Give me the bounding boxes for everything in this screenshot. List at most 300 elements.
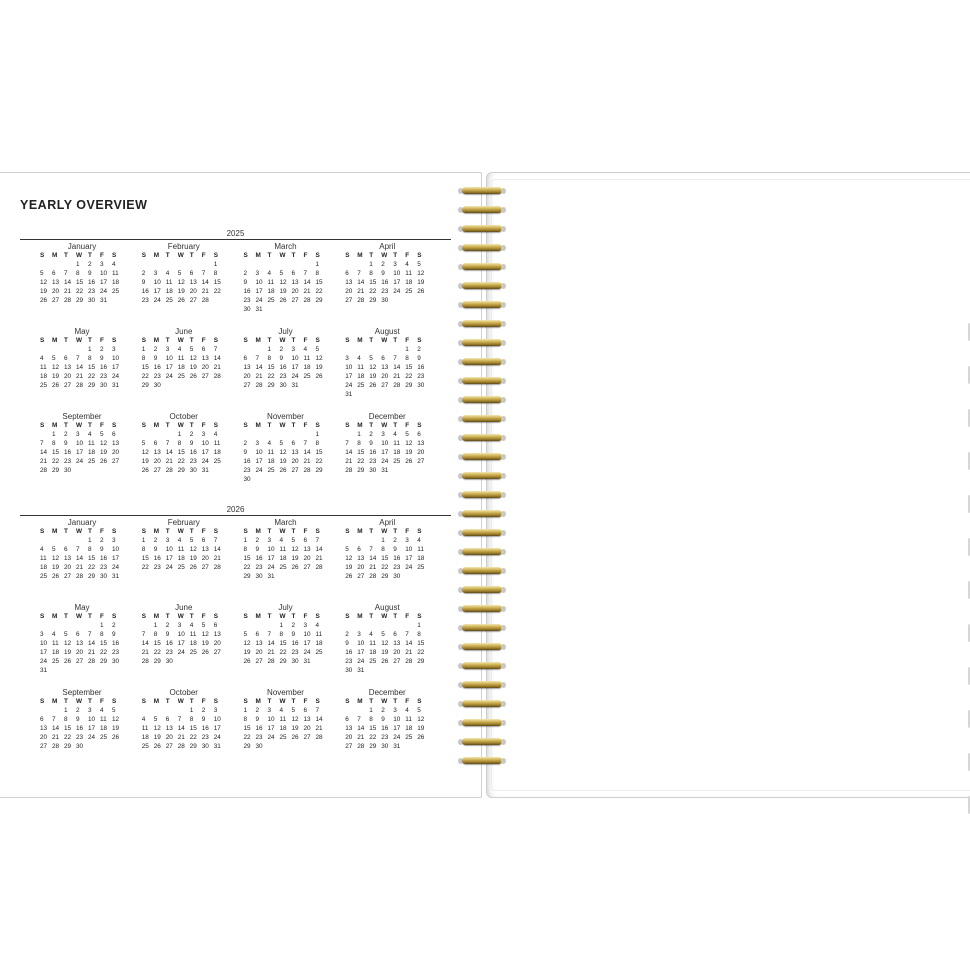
day-number: 6	[303, 537, 308, 544]
spiral-coil	[458, 355, 506, 369]
year-divider	[20, 239, 451, 240]
day-number: 11	[267, 449, 275, 456]
day-grid	[142, 697, 224, 751]
yearly-overview-page	[0, 172, 482, 798]
day-number: 18	[165, 288, 173, 295]
empty-day-cell	[345, 706, 357, 715]
day-number: 31	[357, 667, 365, 674]
day-number: 20	[255, 649, 263, 656]
day-number: 27	[189, 297, 197, 304]
day-number: 16	[279, 364, 287, 371]
empty-day-cell	[292, 260, 304, 269]
empty-day-cell	[40, 260, 52, 269]
empty-day-cell	[381, 621, 393, 630]
day-number: 29	[177, 467, 185, 474]
spiral-coil	[458, 659, 506, 673]
day-number: 15	[153, 640, 161, 647]
day-number: 2	[76, 707, 80, 714]
day-number: 23	[393, 564, 401, 571]
day-number: 7	[201, 270, 206, 277]
weekday-header: T	[189, 422, 194, 429]
day-number: 13	[345, 279, 353, 286]
coil-wire	[462, 244, 502, 251]
day-number: 10	[345, 364, 353, 371]
day-number: 17	[393, 725, 401, 732]
weekday-header: T	[189, 613, 194, 620]
spiral-coil	[458, 564, 506, 578]
day-number: 14	[303, 279, 311, 286]
day-number: 30	[100, 382, 108, 389]
year-label: 2025	[226, 229, 245, 238]
weekday-header: S	[315, 252, 320, 259]
day-number: 14	[315, 546, 323, 553]
day-number: 3	[165, 346, 170, 353]
day-number: 11	[177, 546, 185, 553]
empty-day-cell	[190, 260, 202, 269]
day-number: 25	[165, 297, 173, 304]
month-name: December	[368, 688, 406, 697]
day-number: 12	[381, 640, 389, 647]
day-grid	[244, 612, 326, 666]
empty-day-cell	[357, 260, 369, 269]
day-number: 3	[255, 440, 260, 447]
day-number: 21	[267, 649, 275, 656]
weekday-header: F	[201, 528, 206, 535]
day-number: 29	[357, 467, 365, 474]
day-number: 4	[177, 537, 182, 544]
empty-day-cell	[40, 706, 52, 715]
day-grid	[244, 527, 326, 581]
day-number: 17	[405, 555, 413, 562]
day-number: 17	[255, 288, 263, 295]
day-number: 27	[112, 458, 120, 465]
day-number: 21	[405, 649, 413, 656]
weekday-header: W	[381, 337, 388, 344]
weekday-header: S	[112, 528, 117, 535]
day-number: 16	[255, 725, 263, 732]
day-number: 9	[165, 631, 170, 638]
day-number: 26	[417, 288, 425, 295]
punch-hole	[501, 397, 506, 403]
month-calendar	[20, 327, 122, 412]
day-number: 12	[112, 716, 120, 723]
day-number: 12	[405, 440, 413, 447]
weekday-header: F	[303, 422, 308, 429]
day-number: 27	[291, 297, 299, 304]
weekday-header: S	[112, 698, 117, 705]
day-number: 27	[213, 649, 221, 656]
month-calendar	[325, 518, 427, 603]
weekday-header: M	[153, 422, 160, 429]
day-number: 19	[381, 649, 389, 656]
day-number: 11	[279, 716, 287, 723]
day-number: 20	[213, 640, 221, 647]
day-number: 12	[279, 449, 287, 456]
month-grid	[20, 242, 451, 497]
day-number: 23	[291, 649, 299, 656]
day-number: 26	[153, 743, 161, 750]
day-number: 3	[100, 261, 104, 268]
weekday-header: S	[141, 252, 147, 259]
coil-wire	[462, 624, 502, 631]
month-calendar	[224, 412, 326, 497]
day-number: 8	[213, 270, 218, 277]
day-number: 19	[345, 564, 353, 571]
day-number: 26	[64, 658, 72, 665]
day-number: 14	[369, 555, 377, 562]
day-number: 8	[243, 546, 248, 553]
spiral-coil	[458, 431, 506, 445]
day-number: 17	[153, 288, 161, 295]
coil-wire	[462, 510, 502, 517]
day-number: 26	[345, 573, 353, 580]
day-number: 13	[291, 449, 299, 456]
day-number: 13	[40, 725, 48, 732]
month-name: July	[278, 327, 293, 336]
day-number: 5	[40, 270, 44, 277]
day-number: 19	[201, 640, 209, 647]
day-number: 25	[279, 564, 287, 571]
day-number: 15	[243, 555, 251, 562]
day-number: 12	[291, 716, 299, 723]
day-number: 10	[357, 640, 365, 647]
day-number: 13	[76, 640, 84, 647]
day-grid	[345, 336, 427, 399]
month-name: April	[379, 242, 396, 251]
day-number: 29	[141, 382, 149, 389]
day-number: 23	[417, 373, 425, 380]
spiral-coil	[458, 184, 506, 198]
day-number: 9	[381, 270, 385, 277]
day-number: 13	[165, 725, 173, 732]
day-number: 20	[76, 649, 84, 656]
day-number: 12	[369, 364, 377, 371]
day-number: 4	[405, 261, 409, 268]
day-number: 7	[76, 355, 80, 362]
empty-day-cell	[64, 345, 76, 354]
day-number: 29	[405, 382, 413, 389]
day-number: 22	[141, 373, 149, 380]
day-number: 25	[267, 467, 275, 474]
day-number: 28	[345, 467, 353, 474]
punch-hole	[501, 492, 506, 498]
day-number: 11	[100, 716, 107, 723]
day-number: 13	[201, 546, 209, 553]
day-number: 24	[291, 373, 299, 380]
day-number: 17	[357, 649, 365, 656]
day-number: 16	[291, 640, 299, 647]
weekday-header: S	[213, 252, 219, 259]
day-number: 24	[201, 458, 209, 465]
day-number: 11	[315, 631, 323, 638]
day-number: 19	[291, 555, 299, 562]
day-number: 7	[213, 346, 218, 353]
day-number: 28	[213, 373, 221, 380]
day-number: 3	[40, 631, 44, 638]
day-number: 4	[393, 431, 397, 438]
day-number: 25	[88, 458, 96, 465]
day-number: 30	[100, 573, 108, 580]
day-number: 20	[303, 725, 311, 732]
empty-day-cell	[142, 260, 154, 269]
day-number: 14	[357, 725, 365, 732]
coil-wire	[462, 339, 502, 346]
spiral-coil	[458, 317, 506, 331]
weekday-header: S	[213, 698, 219, 705]
day-number: 8	[381, 546, 385, 553]
empty-day-cell	[52, 536, 64, 545]
day-number: 7	[213, 537, 218, 544]
day-number: 23	[100, 564, 108, 571]
day-number: 5	[279, 270, 284, 277]
weekday-header: T	[291, 528, 296, 535]
day-number: 7	[165, 440, 170, 447]
punch-hole	[501, 644, 506, 650]
day-number: 13	[303, 716, 311, 723]
day-number: 5	[141, 440, 146, 447]
day-number: 7	[52, 716, 56, 723]
day-number: 18	[357, 373, 365, 380]
day-number: 23	[369, 458, 377, 465]
spiral-coil	[458, 374, 506, 388]
month-name: August	[374, 603, 400, 612]
weekday-header: S	[345, 528, 350, 535]
day-number: 19	[417, 279, 425, 286]
day-number: 11	[405, 270, 412, 277]
empty-day-cell	[244, 621, 256, 630]
day-number: 25	[405, 734, 413, 741]
empty-day-cell	[369, 536, 381, 545]
day-number: 15	[357, 449, 365, 456]
day-number: 5	[243, 631, 248, 638]
empty-day-cell	[357, 536, 369, 545]
empty-day-cell	[154, 430, 166, 439]
weekday-header: T	[291, 252, 296, 259]
day-number: 4	[417, 537, 421, 544]
day-number: 16	[417, 364, 425, 371]
month-name: February	[167, 518, 200, 527]
weekday-header: S	[315, 337, 320, 344]
weekday-header: S	[213, 528, 219, 535]
day-number: 17	[381, 449, 389, 456]
day-number: 25	[303, 373, 311, 380]
day-number: 26	[177, 297, 185, 304]
weekday-header: M	[52, 698, 58, 705]
day-number: 1	[189, 707, 194, 714]
day-number: 11	[40, 555, 47, 562]
day-number: 14	[64, 279, 72, 286]
weekday-header: S	[315, 528, 320, 535]
day-number: 12	[243, 640, 251, 647]
day-number: 7	[357, 716, 361, 723]
day-number: 6	[303, 707, 308, 714]
day-number: 25	[267, 297, 275, 304]
day-number: 1	[405, 346, 409, 353]
day-number: 27	[243, 382, 251, 389]
day-number: 26	[315, 373, 323, 380]
day-number: 17	[201, 449, 209, 456]
day-number: 18	[405, 279, 413, 286]
month-name: January	[67, 242, 97, 251]
punch-hole	[501, 435, 506, 441]
weekday-header: S	[315, 698, 320, 705]
day-number: 21	[76, 373, 84, 380]
day-number: 4	[52, 631, 56, 638]
day-number: 17	[165, 555, 173, 562]
day-number: 23	[243, 297, 251, 304]
day-number: 3	[153, 270, 158, 277]
punch-hole	[501, 359, 506, 365]
day-number: 4	[267, 440, 272, 447]
weekday-header: T	[88, 698, 92, 705]
day-number: 30	[243, 476, 251, 483]
punch-hole	[501, 701, 506, 707]
day-number: 14	[315, 716, 323, 723]
day-number: 14	[177, 725, 185, 732]
day-number: 20	[52, 288, 60, 295]
year-2025-block	[20, 229, 451, 497]
weekday-header: T	[189, 528, 194, 535]
day-number: 10	[291, 355, 299, 362]
day-number: 23	[381, 288, 389, 295]
day-number: 29	[381, 573, 389, 580]
weekday-header: T	[165, 422, 170, 429]
day-number: 9	[417, 355, 421, 362]
day-number: 10	[153, 279, 161, 286]
weekday-header: T	[393, 252, 398, 259]
month-name: March	[274, 518, 297, 527]
day-number: 17	[112, 364, 120, 371]
day-number: 9	[381, 716, 385, 723]
day-number: 31	[381, 467, 389, 474]
empty-day-cell	[280, 260, 292, 269]
weekday-header: S	[345, 337, 350, 344]
day-number: 25	[315, 649, 323, 656]
day-number: 3	[177, 622, 182, 629]
coil-wire	[462, 377, 502, 384]
weekday-header: F	[100, 252, 104, 259]
day-number: 27	[76, 658, 84, 665]
day-grid	[345, 612, 427, 675]
day-number: 8	[315, 440, 320, 447]
day-number: 19	[291, 725, 299, 732]
empty-day-cell	[405, 621, 417, 630]
day-number: 23	[255, 564, 263, 571]
day-number: 9	[243, 279, 248, 286]
month-name: January	[67, 518, 97, 527]
weekday-header: M	[255, 613, 261, 620]
day-number: 18	[279, 555, 287, 562]
day-number: 26	[405, 458, 413, 465]
weekday-header: M	[52, 613, 58, 620]
empty-day-cell	[345, 345, 357, 354]
day-number: 28	[177, 743, 185, 750]
month-calendar	[325, 603, 427, 688]
day-number: 6	[201, 346, 206, 353]
day-number: 3	[201, 431, 206, 438]
day-number: 23	[345, 658, 353, 665]
day-number: 17	[393, 279, 401, 286]
day-number: 14	[76, 555, 84, 562]
day-number: 17	[177, 640, 185, 647]
day-number: 17	[267, 555, 275, 562]
day-number: 7	[303, 270, 308, 277]
day-number: 4	[112, 261, 116, 268]
day-number: 15	[88, 364, 96, 371]
weekday-header: S	[112, 337, 117, 344]
empty-day-cell	[52, 260, 64, 269]
day-number: 20	[357, 564, 365, 571]
day-number: 27	[201, 373, 209, 380]
spiral-coil	[458, 526, 506, 540]
day-number: 30	[345, 667, 353, 674]
day-number: 3	[165, 537, 170, 544]
day-number: 5	[417, 261, 421, 268]
day-number: 15	[64, 725, 72, 732]
day-number: 28	[357, 743, 365, 750]
empty-day-cell	[345, 430, 357, 439]
empty-day-cell	[166, 260, 178, 269]
punch-hole	[501, 568, 506, 574]
day-number: 26	[52, 382, 60, 389]
empty-day-cell	[142, 621, 154, 630]
day-number: 19	[279, 288, 287, 295]
day-number: 2	[345, 631, 349, 638]
day-number: 22	[369, 288, 377, 295]
month-calendar	[224, 518, 326, 603]
weekday-header: T	[189, 252, 194, 259]
month-calendar	[122, 518, 224, 603]
day-number: 11	[303, 355, 311, 362]
day-number: 11	[40, 364, 47, 371]
day-number: 1	[88, 346, 92, 353]
day-number: 9	[100, 355, 104, 362]
day-number: 11	[279, 546, 287, 553]
empty-day-cell	[76, 536, 88, 545]
day-number: 27	[201, 564, 209, 571]
weekday-header: M	[357, 252, 363, 259]
coil-wire	[462, 529, 502, 536]
day-number: 20	[64, 564, 72, 571]
day-number: 23	[189, 458, 197, 465]
day-number: 7	[369, 546, 373, 553]
day-number: 30	[291, 658, 299, 665]
day-number: 20	[393, 649, 401, 656]
day-number: 22	[64, 734, 72, 741]
spiral-coil	[458, 545, 506, 559]
year-divider	[20, 515, 451, 516]
coil-wire	[462, 643, 502, 650]
day-number: 30	[76, 743, 84, 750]
day-number: 2	[279, 346, 284, 353]
month-name: October	[169, 412, 198, 421]
day-number: 19	[64, 649, 72, 656]
day-number: 1	[100, 622, 104, 629]
day-number: 20	[189, 288, 197, 295]
day-number: 5	[381, 631, 385, 638]
day-number: 14	[393, 364, 401, 371]
month-calendar	[224, 688, 326, 773]
day-number: 1	[315, 261, 320, 268]
day-number: 21	[88, 649, 96, 656]
day-number: 9	[291, 631, 296, 638]
weekday-header: T	[64, 698, 68, 705]
day-number: 19	[52, 373, 60, 380]
day-number: 13	[201, 355, 209, 362]
weekday-header: F	[405, 422, 410, 429]
day-number: 1	[88, 537, 92, 544]
day-number: 14	[76, 364, 84, 371]
